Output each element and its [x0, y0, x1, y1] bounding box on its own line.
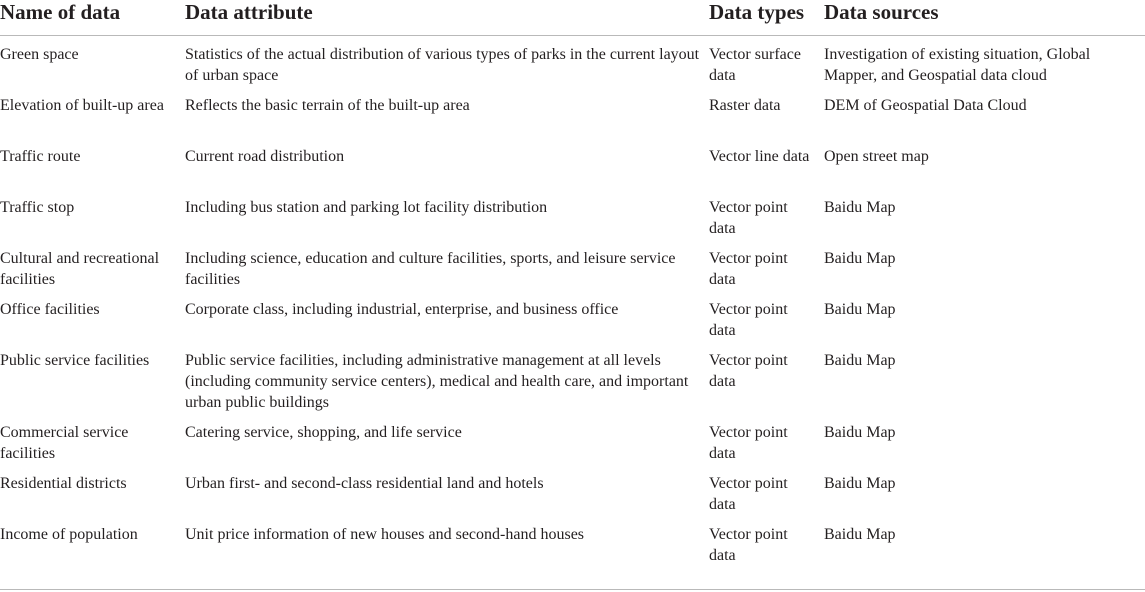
table-row: [0, 291, 1145, 342]
cell-attribute: Catering service, shopping, and life service: [185, 423, 462, 441]
cell-type: Vector point data: [709, 249, 788, 288]
cell-attribute: Unit price information of new houses and second-hand houses: [185, 525, 585, 543]
cell-name: Traffic stop: [0, 198, 75, 216]
cell-source: Baidu Map: [824, 249, 896, 267]
cell-source: DEM of Geospatial Data Cloud: [824, 96, 1027, 114]
cell-source: Investigation of existing situation, Global Mapper, and Geospatial data cloud: [824, 46, 1091, 84]
header-data-attribute: Data attribute: [185, 0, 709, 36]
cell-attribute: Corporate class, including industrial, enterprise, and business office: [185, 300, 619, 318]
cell-type: Vector point data: [709, 300, 788, 339]
table-header: [0, 0, 1145, 36]
cell-name: Residential districts: [0, 474, 127, 492]
table-row: [0, 414, 1145, 465]
cell-name: Commercial service facilities: [0, 423, 129, 462]
cell-source: Baidu Map: [824, 198, 896, 216]
cell-type: Vector point data: [709, 198, 788, 237]
table-row: [0, 342, 1145, 414]
cell-type: Vector point data: [709, 351, 788, 390]
cell-attribute: Statistics of the actual distribution of various types of parks in the current layout of urban space: [185, 46, 700, 84]
cell-name: Elevation of built-up area: [0, 96, 164, 114]
header-name-of-data: Name of data: [0, 0, 185, 36]
cell-source: Open street map: [824, 147, 929, 165]
cell-attribute: Urban first- and second-class residential land and hotels: [185, 474, 544, 492]
cell-name: Income of population: [0, 525, 138, 543]
table-row: [0, 465, 1145, 516]
cell-type: Vector point data: [709, 525, 788, 564]
cell-attribute: Including bus station and parking lot facility distribution: [185, 198, 548, 216]
header-row: [0, 0, 1145, 36]
cell-type: Vector surface data: [709, 46, 801, 84]
table-row: [0, 240, 1145, 291]
cell-name: Public service facilities: [0, 351, 150, 369]
cell-source: Baidu Map: [824, 351, 896, 369]
table-row: [0, 87, 1145, 138]
cell-name: Green space: [0, 46, 79, 63]
table-row: [0, 138, 1145, 189]
cell-source: Baidu Map: [824, 474, 896, 492]
cell-name: Traffic route: [0, 147, 81, 165]
header-data-sources: Data sources: [824, 0, 1145, 36]
cell-type: Vector point data: [709, 423, 788, 462]
cell-name: Cultural and recreational facilities: [0, 249, 160, 288]
cell-source: Baidu Map: [824, 423, 896, 441]
cell-attribute: Public service facilities, including administrative management at all levels (including community service centers), medical and health care, and important urban public buildings: [185, 351, 689, 411]
cell-source: Baidu Map: [824, 300, 896, 318]
header-data-types: Data types: [709, 0, 824, 36]
table-row: [0, 516, 1145, 572]
table-row: [0, 36, 1145, 87]
cell-name: Office facilities: [0, 300, 100, 318]
cell-attribute: Including science, education and culture facilities, sports, and leisure service facilities: [185, 249, 676, 288]
table-bottom-rule: [0, 589, 1145, 590]
cell-source: Baidu Map: [824, 525, 896, 543]
cell-type: Vector point data: [709, 474, 788, 513]
table-row: [0, 189, 1145, 240]
cell-type: Vector line data: [709, 147, 810, 165]
cell-attribute: Reflects the basic terrain of the built-up area: [185, 96, 470, 114]
cell-attribute: Current road distribution: [185, 147, 345, 165]
table-body: [0, 36, 1145, 572]
cell-type: Raster data: [709, 96, 781, 114]
